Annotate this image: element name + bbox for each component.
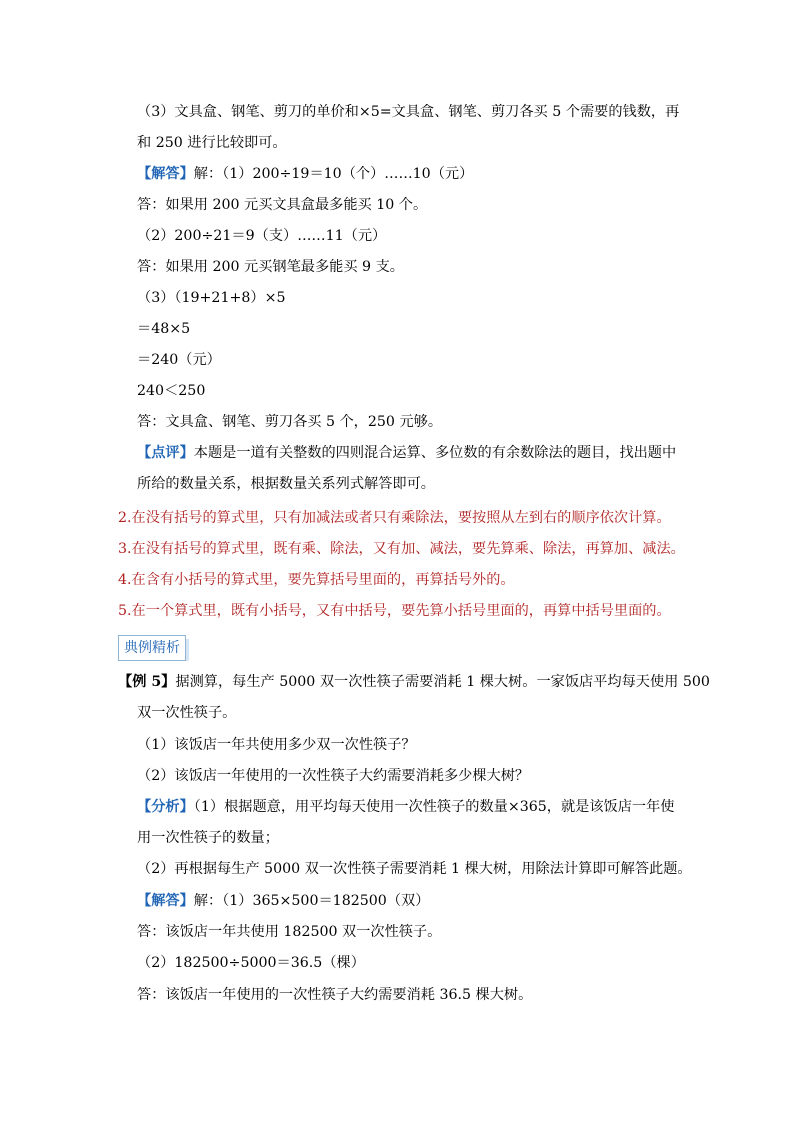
text-line: 答：文具盒、钢笔、剪刀各买 5 个，250 元够。 — [137, 414, 443, 430]
question-line: （1）该饭店一年共使用多少双一次性筷子？ — [137, 737, 416, 753]
text-line: （3）（19+21+8）×5 — [137, 290, 286, 306]
example-text: 据测算，每生产 5000 双一次性筷子需要消耗 1 棵大树。一家饭店平均每天使用 500 — [175, 674, 710, 690]
question-line: （2）该饭店一年使用的一次性筷子大约需要消耗多少棵大树？ — [137, 768, 530, 784]
answer-tag: 【解答】 — [137, 166, 194, 182]
text-line: 双一次性筷子。 — [137, 705, 237, 721]
analysis-line — [137, 797, 674, 817]
answer-line — [137, 164, 473, 184]
rule-item — [118, 539, 685, 559]
rule-item — [118, 508, 671, 528]
rule-text: 在一个算式里，既有小括号，又有中括号，要先算小括号里面的，再算中括号里面的。 — [131, 603, 671, 619]
answer-text: 解：（1）200÷19＝10（个）……10（元） — [193, 166, 474, 182]
analysis-tag: 【分析】 — [137, 799, 194, 815]
example-line — [118, 672, 710, 692]
analysis-text: （1）根据题意，用平均每天使用一次性筷子的数量×365，就是该饭店一年使 — [193, 799, 675, 815]
text-line: 用一次性筷子的数量； — [137, 830, 279, 846]
rule-number: 4. — [118, 572, 132, 588]
comment-line — [137, 443, 676, 463]
rule-item — [118, 570, 515, 590]
comment-text: 本题是一道有关整数的四则混合运算、多位数的有余数除法的题目，找出题中 — [193, 445, 677, 461]
text-line: 答：如果用 200 元买文具盒最多能买 10 个。 — [137, 197, 428, 213]
rule-number: 2. — [118, 510, 132, 526]
text-line: 答：如果用 200 元买钢笔最多能买 9 支。 — [137, 259, 404, 275]
rule-text: 在含有小括号的算式里，要先算括号里面的，再算括号外的。 — [131, 572, 515, 588]
rule-item — [118, 601, 671, 621]
text-line: 240＜250 — [137, 383, 206, 399]
text-line: 和 250 进行比较即可。 — [137, 135, 287, 151]
comment-tag: 【点评】 — [137, 445, 194, 461]
rule-text: 在没有括号的算式里，只有加减法或者只有乘除法，要按照从左到右的顺序依次计算。 — [131, 510, 671, 526]
answer-tag: 【解答】 — [137, 893, 194, 909]
text-line: 所给的数量关系，根据数量关系列式解答即可。 — [137, 476, 435, 492]
text-line: 答：该饭店一年共使用 182500 双一次性筷子。 — [137, 924, 442, 940]
rule-number: 5. — [118, 603, 132, 619]
text-line: （2）182500÷5000＝36.5（棵） — [137, 955, 365, 971]
answer-text: 解：（1）365×500＝182500（双） — [193, 893, 430, 909]
text-line: ＝240（元） — [137, 352, 221, 368]
text-line: 答：该饭店一年使用的一次性筷子大约需要消耗 36.5 棵大树。 — [137, 987, 533, 1003]
answer-line — [137, 891, 429, 911]
text-line: （2）再根据每生产 5000 双一次性筷子需要消耗 1 棵大树，用除法计算即可解答此题。 — [137, 861, 692, 877]
rule-number: 3. — [118, 541, 132, 557]
text-line: ＝48×5 — [137, 321, 191, 337]
text-line: （2）200÷21＝9（支）……11（元） — [137, 228, 387, 244]
text-line: （3）文具盒、钢笔、剪刀的单价和×5=文具盒、钢笔、剪刀各买 5 个需要的钱数，再 — [137, 104, 680, 120]
example-tag: 【例 5】 — [118, 674, 176, 690]
section-title: 典例精析 — [118, 635, 186, 661]
rule-text: 在没有括号的算式里，既有乘、除法，又有加、减法，要先算乘、除法，再算加、减法。 — [131, 541, 685, 557]
